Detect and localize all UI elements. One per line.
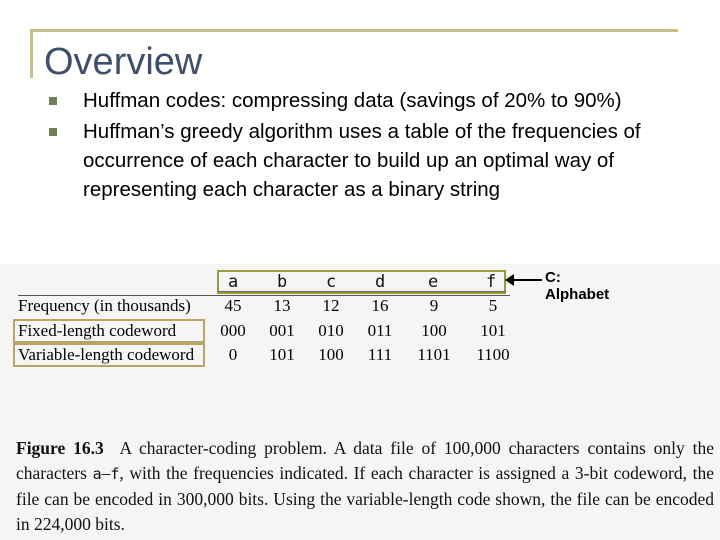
table-cell: 5 xyxy=(488,296,498,315)
bullet-item xyxy=(42,86,682,115)
table-cell: 1100 xyxy=(476,345,510,364)
table-cell: 000 xyxy=(220,321,246,340)
table-cell: 011 xyxy=(367,321,393,340)
arrow-line xyxy=(512,279,542,281)
header-b: b xyxy=(277,272,288,292)
figure-caption xyxy=(16,436,714,537)
table-cell: 1101 xyxy=(417,345,451,364)
square-bullet-icon xyxy=(49,128,57,136)
header-f: f xyxy=(486,272,497,292)
header-e: e xyxy=(428,272,439,292)
table-cell: 101 xyxy=(480,321,506,340)
row-label-variable-length: Variable-length codeword xyxy=(18,345,195,364)
arrow-left-icon xyxy=(505,274,514,286)
title-frame-top xyxy=(30,29,678,32)
figure-label: Figure 16.3 xyxy=(16,438,104,458)
header-underline xyxy=(218,291,506,292)
square-bullet-icon xyxy=(49,97,57,105)
row-label-frequency: Frequency (in thousands) xyxy=(18,296,191,315)
row-label-fixed-length: Fixed-length codeword xyxy=(18,321,177,340)
header-c: c xyxy=(326,272,337,292)
figure-panel xyxy=(0,264,720,540)
table-cell: 16 xyxy=(371,296,389,315)
table-cell: 100 xyxy=(421,321,447,340)
alphabet-annotation: C: Alphabet xyxy=(545,269,610,303)
caption-range-a: a xyxy=(92,465,102,483)
slide-title: Overview xyxy=(44,41,203,83)
caption-text-2: , with the frequencies indicated. If each character is assigned a 3-bit codeword, the file can be encoded in 300,000 bits. Using the variable-length code shown, the file can be encoded in 224,000 bits. xyxy=(16,463,714,534)
table-cell: 010 xyxy=(318,321,344,340)
bullet-text: Huffman codes: compressing data (savings of 20% to 90%) xyxy=(83,89,622,112)
table-cell: 0 xyxy=(228,345,238,364)
table-cell: 111 xyxy=(367,345,393,364)
table-cell: 001 xyxy=(269,321,295,340)
table-cell: 45 xyxy=(224,296,242,315)
header-d: d xyxy=(375,272,386,292)
header-a: a xyxy=(228,272,239,292)
table-cell: 9 xyxy=(429,296,439,315)
caption-text-1: A character-coding problem. A data file of 100,000 characters contains only the characters xyxy=(16,438,714,483)
caption-dash: – xyxy=(101,463,111,483)
caption-range-f: f xyxy=(110,465,120,483)
bullet-text: Huffman’s greedy algorithm uses a table of the frequencies of occurrence of each character to build up an optimal way of representing each character as a binary string xyxy=(83,120,641,201)
table-cell: 12 xyxy=(322,296,340,315)
table-cell: 13 xyxy=(273,296,291,315)
table-cell: 101 xyxy=(269,345,295,364)
table-cell: 100 xyxy=(318,345,344,364)
bullet-item xyxy=(42,117,682,204)
bullet-list xyxy=(42,86,682,206)
title-frame-left xyxy=(30,29,33,78)
